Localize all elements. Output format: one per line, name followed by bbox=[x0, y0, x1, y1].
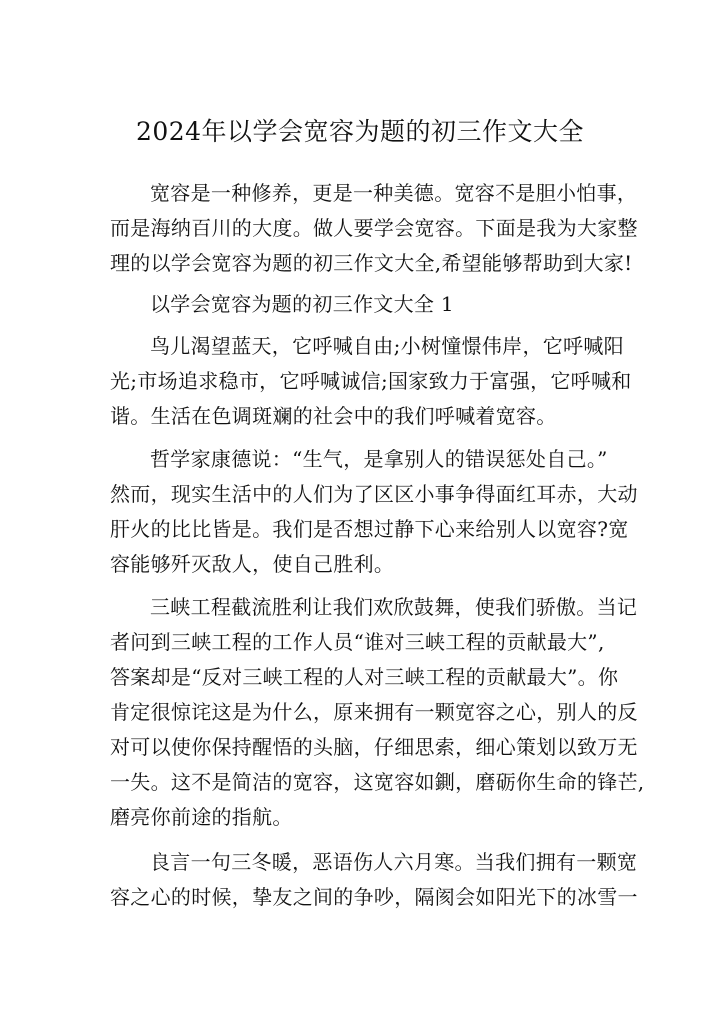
text-line: 一失。这不是简洁的宽容，这宽容如鍘，磨砺你生命的锋芒, bbox=[110, 770, 645, 794]
text-line: 哲学家康德说：“生气，是拿别人的错误惩处自己。” bbox=[150, 447, 608, 471]
text-line: 而是海纳百川的大度。做人要学会宽容。下面是我为大家整 bbox=[110, 216, 638, 240]
text-line: 光;市场追求稳市，它呼喊诚信;国家致力于富强，它呼喊和 bbox=[110, 369, 632, 393]
text-line: 谐。生活在色调斑斓的社会中的我们呼喊着宽容。 bbox=[110, 404, 557, 428]
text-line: 容能够歼灭敌人，使自己胜利。 bbox=[110, 552, 395, 576]
text-line: 鸟儿渴望蓝天，它呼喊自由;小树憧憬伟岸，它呼喊阳 bbox=[150, 334, 624, 358]
text-line: 理的以学会宽容为题的初三作文大全,希望能够帮助到大家! bbox=[110, 251, 633, 275]
text-line: 然而，现实生活中的人们为了区区小事争得面红耳赤，大动 bbox=[110, 482, 638, 506]
text-line: 三峡工程截流胜利让我们欢欣鼓舞，使我们骄傲。当记 bbox=[150, 595, 638, 619]
text-line: 答案却是“反对三峡工程的人对三峡工程的贡献最大”。你 bbox=[110, 665, 619, 689]
section-heading: 以学会宽容为题的初三作文大全 1 bbox=[150, 292, 454, 316]
text-line: 者问到三峡工程的工作人员“谁对三峡工程的贡献最大”, bbox=[110, 630, 605, 654]
text-line: 容之心的时候，挚友之间的争吵，隔阂会如阳光下的冰雪一 bbox=[110, 885, 638, 909]
text-line: 肯定很惊诧这是为什么，原来拥有一颗宽容之心，别人的反 bbox=[110, 700, 638, 724]
document-title: 2024年以学会宽容为题的初三作文大全 bbox=[135, 117, 585, 146]
text-line: 肝火的比比皆是。我们是否想过静下心来给别人以宽容?宽 bbox=[110, 517, 629, 541]
text-line: 良言一句三冬暖，恶语伤人六月寒。当我们拥有一颗宽 bbox=[150, 850, 638, 874]
text-line: 磨亮你前途的指航。 bbox=[110, 805, 293, 829]
text-line: 对可以使你保持醒悟的头脑，仔细思索，细心策划以致万无 bbox=[110, 735, 638, 759]
text-line: 宽容是一种修养，更是一种美德。宽容不是胆小怕事， bbox=[150, 181, 638, 205]
